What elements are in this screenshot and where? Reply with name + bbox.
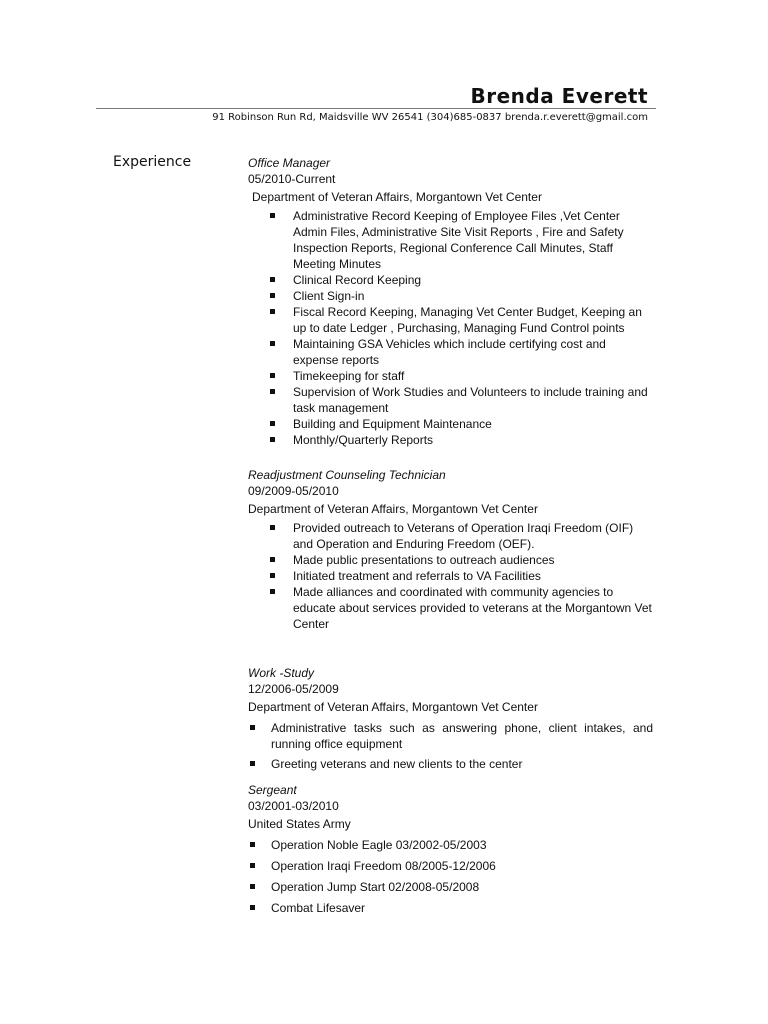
bullet-icon [250, 905, 255, 910]
duty-item: Client Sign-in [248, 288, 653, 304]
job-entry-readjustment-counseling-technician [248, 467, 653, 632]
job-title: Sergeant [248, 783, 297, 797]
bullet-icon [270, 589, 275, 594]
bullet-icon [270, 389, 275, 394]
bullet-icon [250, 725, 255, 730]
job-dates: 05/2010-Current [248, 172, 336, 186]
bullet-icon [250, 761, 255, 766]
job-dates: 12/2006-05/2009 [248, 682, 339, 696]
duty-item: Administrative Record Keeping of Employee Files ,Vet Center Admin Files, Administrative Site Visit Reports , Fire and Safety Inspection Reports, Regional Conference Call Minutes, Staff Meeting Minutes [248, 208, 653, 272]
bullet-icon [250, 884, 255, 889]
bullet-icon [270, 573, 275, 578]
bullet-icon [250, 863, 255, 868]
duty-item: Timekeeping for staff [248, 368, 653, 384]
experience-heading: Experience [113, 154, 192, 170]
contact-line: 91 Robinson Run Rd, Maidsville WV 26541 (304)685-0837 brenda.r.everett@gmail.com [212, 112, 648, 123]
job-dates: 09/2009-05/2010 [248, 484, 339, 498]
applicant-name: Brenda Everett [470, 84, 648, 108]
job-title: Readjustment Counseling Technician [248, 468, 446, 482]
duty-item: Operation Jump Start 02/2008-05/2008 [248, 879, 653, 895]
duty-item: Greeting veterans and new clients to the center [248, 756, 653, 772]
duty-list [248, 720, 653, 772]
duty-item: Monthly/Quarterly Reports [248, 432, 653, 448]
duty-item: Supervision of Work Studies and Volunteers to include training and task management [248, 384, 653, 416]
job-organization: Department of Veteran Affairs, Morgantown Vet Center [248, 700, 538, 714]
duty-item: Combat Lifesaver [248, 900, 653, 916]
duty-list [248, 208, 653, 448]
job-dates: 03/2001-03/2010 [248, 799, 339, 813]
bullet-icon [270, 213, 275, 218]
duty-item: Administrative tasks such as answering phone, client intakes, and running office equipment [248, 720, 653, 752]
duty-item: Provided outreach to Veterans of Operation Iraqi Freedom (OIF) and Operation and Enduring Freedom (OEF). [248, 520, 653, 552]
bullet-icon [270, 277, 275, 282]
header-divider [96, 108, 656, 109]
bullet-icon [270, 525, 275, 530]
duty-item: Building and Equipment Maintenance [248, 416, 653, 432]
duty-item: Operation Noble Eagle 03/2002-05/2003 [248, 837, 653, 853]
duty-item: Operation Iraqi Freedom 08/2005-12/2006 [248, 858, 653, 874]
bullet-icon [270, 421, 275, 426]
job-organization: United States Army [248, 817, 351, 831]
bullet-icon [270, 309, 275, 314]
job-entry-work-study [248, 665, 653, 772]
job-entry-sergeant [248, 782, 653, 916]
duty-item: Initiated treatment and referrals to VA Facilities [248, 568, 653, 584]
duty-item: Fiscal Record Keeping, Managing Vet Center Budget, Keeping an up to date Ledger , Purchasing, Managing Fund Control points [248, 304, 653, 336]
duty-item: Made public presentations to outreach audiences [248, 552, 653, 568]
duty-item: Maintaining GSA Vehicles which include certifying cost and expense reports [248, 336, 653, 368]
duty-item: Made alliances and coordinated with community agencies to educate about services provided to veterans at the Morgantown Vet Center [248, 584, 653, 632]
experience-content [248, 155, 653, 921]
duty-list [248, 520, 653, 632]
bullet-icon [270, 341, 275, 346]
duty-item: Clinical Record Keeping [248, 272, 653, 288]
bullet-icon [270, 437, 275, 442]
bullet-icon [270, 557, 275, 562]
job-entry-office-manager [248, 155, 653, 448]
duty-list [248, 837, 653, 916]
job-title: Office Manager [248, 156, 331, 170]
bullet-icon [270, 373, 275, 378]
bullet-icon [270, 293, 275, 298]
bullet-icon [250, 842, 255, 847]
job-title: Work -Study [248, 666, 315, 680]
job-organization: Department of Veteran Affairs, Morgantown Vet Center [248, 502, 538, 516]
job-organization: Department of Veteran Affairs, Morgantown Vet Center [252, 190, 542, 204]
